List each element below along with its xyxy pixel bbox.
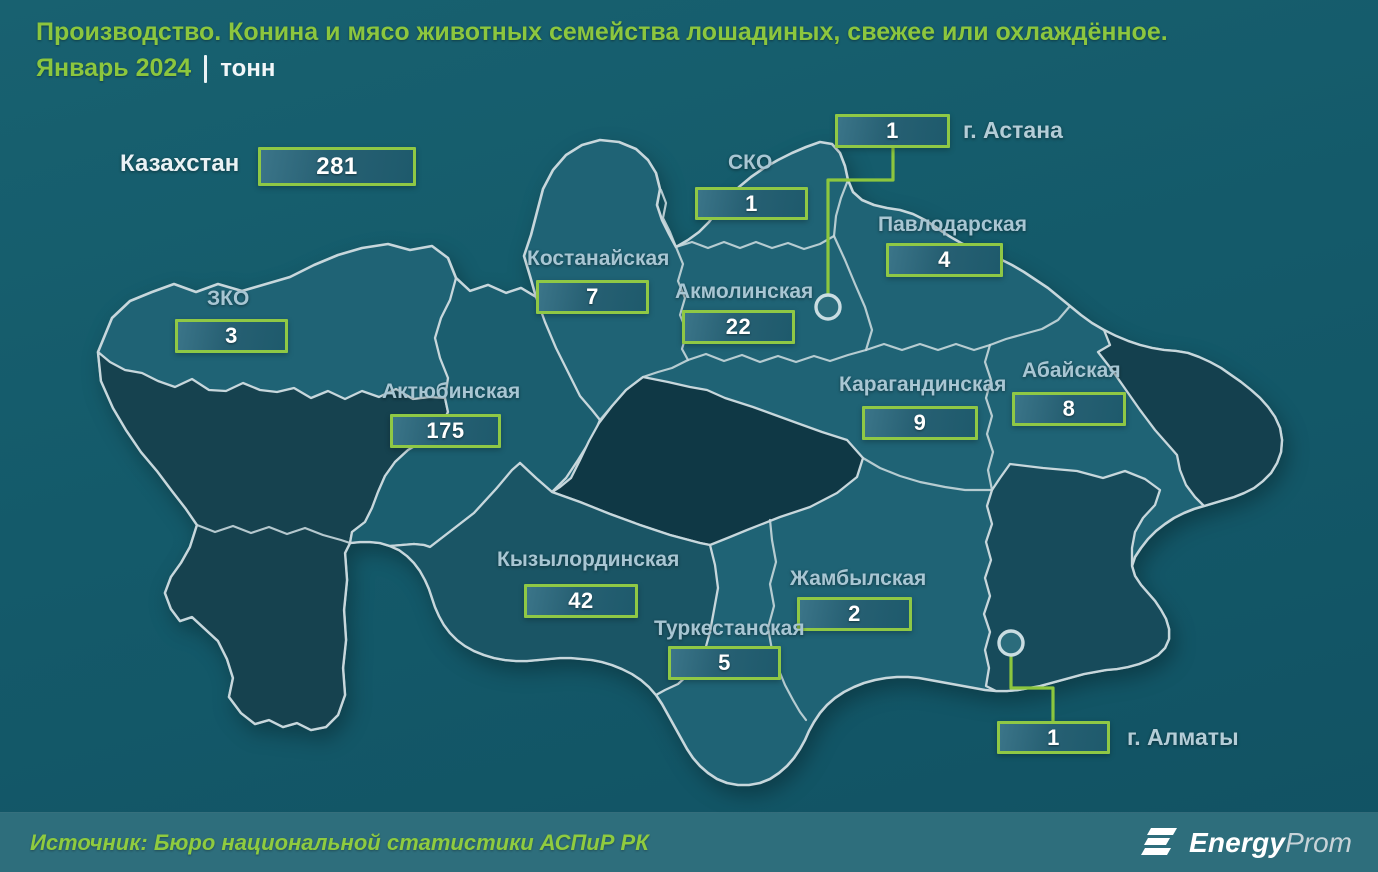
label-kostanay: Костанайская [527,247,670,270]
badge-karaganda: 9 [862,406,978,440]
badge-zhambyl: 2 [797,597,912,631]
astana-city-marker [816,295,840,319]
label-turkestan: Туркестанская [654,617,805,640]
page-title: Производство. Конина и мясо животных семейства лошадиных, свежее или охлаждённое. [36,18,1168,46]
label-aktobe: Актюбинская [382,380,521,403]
source-text: Источник: Бюро национальной статистики АСПиР РК [30,829,649,855]
label-karaganda: Карагандинская [839,373,1007,396]
badge-aktobe: 175 [390,414,501,448]
country-value-badge: 281 [258,147,416,186]
label-astana: г. Астана [963,117,1063,143]
subtitle-unit: тонн [220,54,276,82]
badge-kostanay: 7 [536,280,649,314]
logo-text-energy: Energy [1188,826,1286,858]
label-pavlodar: Павлодарская [878,213,1027,236]
country-label: Казахстан [120,150,240,177]
label-abay: Абайская [1022,359,1121,382]
subtitle-period: Январь 2024 [36,54,192,82]
footer-bar [0,813,1378,872]
label-sko: СКО [728,151,773,174]
badge-pavlodar: 4 [886,243,1003,277]
logo-text-prom: Prom [1285,826,1352,858]
badge-kyzylorda: 42 [524,584,638,618]
almaty-city-marker [999,631,1023,655]
badge-zko: 3 [175,319,288,353]
energyprom-logo [1139,824,1352,862]
badge-almaty: 1 [997,721,1110,754]
label-kyzylorda: Кызылординская [497,548,680,571]
label-almaty: г. Алматы [1127,724,1239,750]
label-zhambyl: Жамбылская [790,567,927,590]
energyprom-logo-icon [1139,824,1181,862]
label-zko: ЗКО [207,287,250,310]
label-akmola: Акмолинская [675,280,814,303]
badge-akmola: 22 [682,310,795,344]
badge-astana: 1 [835,114,950,148]
badge-sko: 1 [695,187,808,220]
badge-turkestan: 5 [668,646,781,680]
badge-abay: 8 [1012,392,1126,426]
